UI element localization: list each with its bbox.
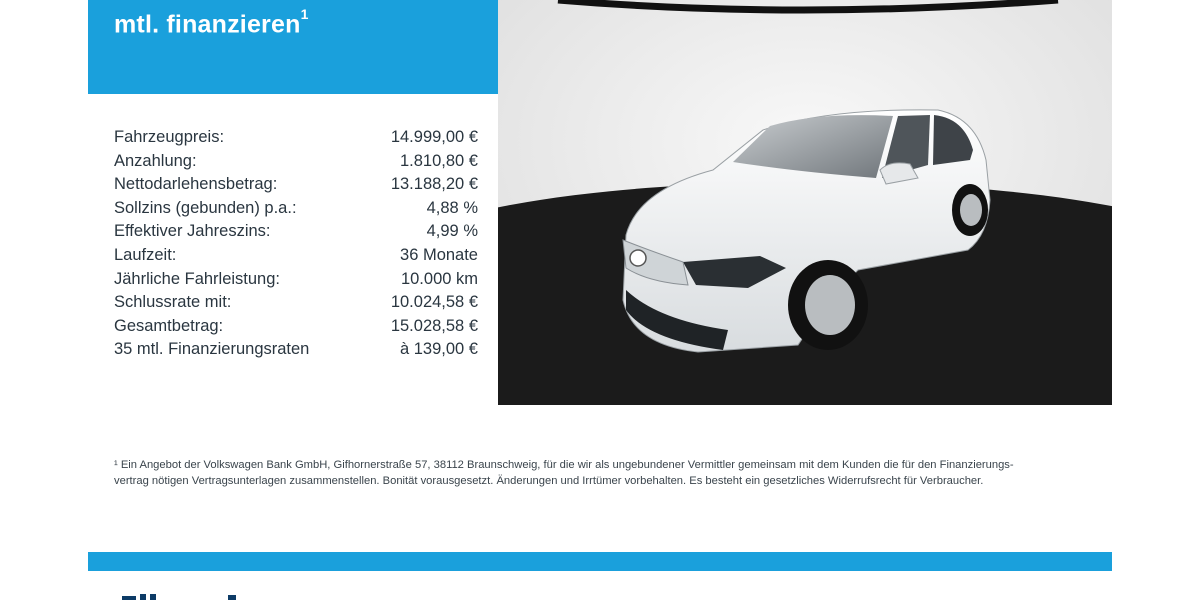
spec-value: 4,99 % bbox=[426, 222, 478, 241]
spec-value: 10.000 km bbox=[400, 269, 478, 288]
header-banner bbox=[88, 0, 498, 94]
spec-label: Effektiver Jahreszins: bbox=[114, 222, 271, 241]
spec-row-mileage bbox=[114, 270, 478, 294]
page-title-text: mtl. finanzieren bbox=[114, 10, 301, 39]
spec-row-total bbox=[114, 317, 478, 341]
footnote-line: vertrag nötigen Vertragsunterlagen zusammenstellen. Bonität vorausgesetzt. Änderungen und Irrtümer vorbehalten. Es besteht ein gesetzliches Widerrufsrecht für Verbraucher. bbox=[114, 475, 984, 487]
spec-row-vehicle-price bbox=[114, 128, 478, 152]
spec-label: Nettodarlehensbetrag: bbox=[114, 175, 278, 194]
spec-value: 13.188,20 € bbox=[390, 175, 478, 194]
spec-row-final-rate bbox=[114, 293, 478, 317]
page-title bbox=[114, 6, 309, 39]
spec-row-down-payment bbox=[114, 152, 478, 176]
spec-value: 15.028,58 € bbox=[390, 316, 478, 335]
spec-value: 4,88 % bbox=[426, 198, 478, 217]
footer-accent-bar bbox=[88, 552, 1112, 571]
spec-row-effective-rate bbox=[114, 222, 478, 246]
financing-table bbox=[114, 128, 478, 364]
spec-row-monthly-rates bbox=[114, 340, 478, 364]
spec-label: Schlussrate mit: bbox=[114, 293, 232, 312]
spec-label: Fahrzeugpreis: bbox=[114, 128, 225, 146]
brand-logo-icon bbox=[118, 590, 248, 600]
spec-row-term bbox=[114, 246, 478, 270]
spec-label: 35 mtl. Finanzierungsraten bbox=[114, 340, 310, 359]
spec-value: 1.810,80 € bbox=[400, 151, 478, 170]
spec-row-net-loan bbox=[114, 175, 478, 199]
footnote-line: ¹ Ein Angebot der Volkswagen Bank GmbH, Gifhornerstraße 57, 38112 Braunschweig, für die wir als ungebundener Vermittler gemeinsam mit dem Kunden die für den Finanzierungs- bbox=[114, 459, 1014, 471]
footnote-marker: 1 bbox=[300, 6, 309, 22]
spec-value: à 139,00 € bbox=[400, 340, 478, 359]
car-photo bbox=[498, 0, 1112, 405]
spec-label: Sollzins (gebunden) p.a.: bbox=[114, 198, 297, 217]
car-photo-icon bbox=[498, 0, 1112, 405]
spec-label: Gesamtbetrag: bbox=[114, 316, 224, 335]
spec-row-interest-rate bbox=[114, 199, 478, 223]
spec-label: Jährliche Fahrleistung: bbox=[114, 269, 280, 288]
spec-value: 10.024,58 € bbox=[390, 293, 478, 312]
spec-label: Laufzeit: bbox=[114, 245, 177, 264]
spec-value: 14.999,00 € bbox=[390, 128, 478, 146]
spec-label: Anzahlung: bbox=[114, 151, 197, 170]
legal-footnote bbox=[114, 457, 1034, 489]
spec-value: 36 Monate bbox=[400, 245, 478, 264]
